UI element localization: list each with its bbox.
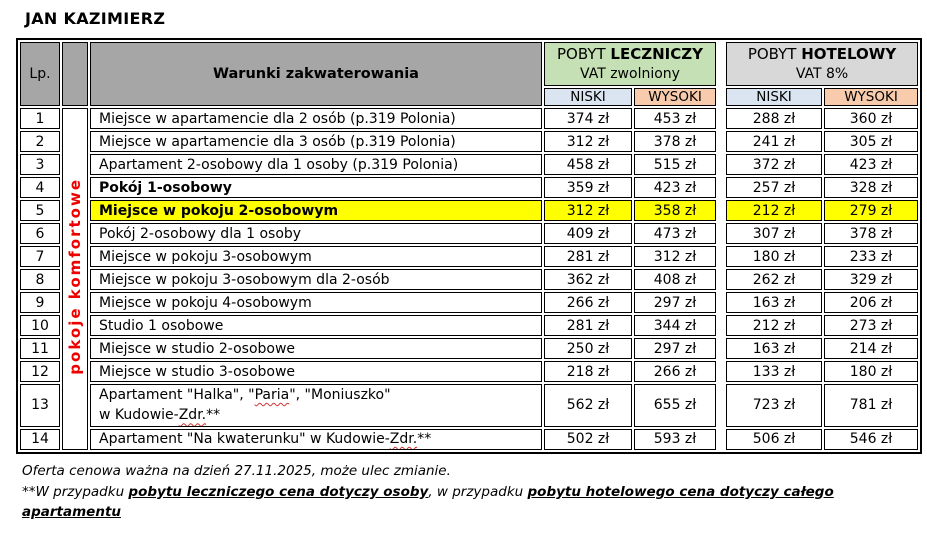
row-number: 4 [20,177,60,198]
price-cell: 262 zł [726,269,822,290]
header-niski-leczniczy: NISKI [544,88,632,106]
row-number: 1 [20,108,60,129]
table-row [20,315,918,336]
price-cell: 329 zł [824,269,918,290]
vat-zwolniony-label: VAT zwolniony [580,65,680,82]
price-cell: 378 zł [824,223,918,244]
row-number: 10 [20,315,60,336]
price-cell: 781 zł [824,384,918,427]
table-row [20,269,918,290]
price-cell: 180 zł [726,246,822,267]
table-row [20,108,918,129]
price-cell: 312 zł [544,200,632,221]
pobyt-leczniczy-title [547,44,713,64]
label-text: Apartament "Halka", " [99,387,255,403]
side-label: pokoje komfortowe [66,178,84,376]
row-number: 5 [20,200,60,221]
price-cell: 546 zł [824,429,918,450]
price-cell: 133 zł [726,361,822,382]
row-label [90,384,542,427]
price-cell: 266 zł [544,292,632,313]
price-cell: 473 zł [634,223,716,244]
footnote-bold-hotelowy: pobytu hotelowego cena dotyczy całego apartamentu [22,483,834,521]
price-cell: 723 zł [726,384,822,427]
row-number: 11 [20,338,60,359]
price-cell: 453 zł [634,108,716,129]
group-spacer [718,429,724,450]
table-row [20,131,918,152]
price-cell: 378 zł [634,131,716,152]
table-row-highlighted [20,200,918,221]
price-cell: 297 zł [634,292,716,313]
header-pobyt-leczniczy [544,42,716,86]
row-number: 3 [20,154,60,175]
table-row [20,177,918,198]
price-cell: 593 zł [634,429,716,450]
group-spacer [718,246,724,267]
group-spacer [718,154,724,175]
row-number: 14 [20,429,60,450]
row-label: Miejsce w pokoju 2-osobowym [90,200,542,221]
price-cell: 297 zł [634,338,716,359]
group-spacer [718,384,724,427]
price-cell: 423 zł [824,154,918,175]
header-niski-hotelowy: NISKI [726,88,822,106]
price-cell: 250 zł [544,338,632,359]
row-label: Miejsce w apartamencie dla 3 osób (p.319 Polonia) [90,131,542,152]
group-spacer [718,200,724,221]
header-side-column [62,42,88,106]
pobyt-prefix: POBYT [747,45,802,64]
price-cell: 305 zł [824,131,918,152]
price-cell: 218 zł [544,361,632,382]
footnote-bold-leczniczy: pobytu leczniczego cena dotyczy osoby [128,483,429,500]
price-cell: 180 zł [824,361,918,382]
row-label: Pokój 1-osobowy [90,177,542,198]
price-cell: 273 zł [824,315,918,336]
pobyt-prefix: POBYT [557,45,611,64]
price-cell: 288 zł [726,108,822,129]
price-cell: 502 zł [544,429,632,450]
row-number: 9 [20,292,60,313]
misspelled-word: Zdr. [389,431,418,448]
misspelled-word: Paria [254,387,290,403]
row-label: Miejsce w apartamencie dla 2 osób (p.319 Polonia) [90,108,542,129]
price-cell: 562 zł [544,384,632,427]
row-label-line2 [99,405,539,425]
price-cell: 374 zł [544,108,632,129]
price-cell: 233 zł [824,246,918,267]
price-cell: 281 zł [544,246,632,267]
price-cell: 241 zł [726,131,822,152]
header-wysoki-leczniczy: WYSOKI [634,88,716,106]
row-label: Miejsce w pokoju 3-osobowym [90,246,542,267]
price-cell: 409 zł [544,223,632,244]
pobyt-hotelowy-bold: HOTELOWY [801,45,897,64]
row-label: Miejsce w studio 3-osobowe [90,361,542,382]
label-text: ** [206,407,221,424]
table-row [20,338,918,359]
group-spacer [718,361,724,382]
header-row-groups [20,42,918,86]
table-row [20,154,918,175]
pobyt-hotelowy-title [729,44,915,64]
row-number: 12 [20,361,60,382]
table-row [20,429,918,450]
pobyt-leczniczy-bold: LECZNICZY [610,45,703,64]
row-label-line1 [99,385,539,405]
group-spacer [718,108,724,129]
price-cell: 163 zł [726,338,822,359]
price-cell: 408 zł [634,269,716,290]
page-title: JAN KAZIMIERZ [25,9,166,28]
label-text: ", "Moniuszko" [289,387,391,403]
price-cell: 358 zł [634,200,716,221]
misspelled-word: Zdr. [178,407,207,424]
price-cell: 423 zł [634,177,716,198]
price-cell: 655 zł [634,384,716,427]
row-number: 6 [20,223,60,244]
group-spacer [718,131,724,152]
price-cell: 344 zł [634,315,716,336]
price-cell: 206 zł [824,292,918,313]
group-spacer [718,223,724,244]
offer-validity-note: Oferta cenowa ważna na dzień 27.11.2025, może ulec zmianie. [22,462,451,479]
group-spacer [718,177,724,198]
label-text: ** [417,431,432,448]
group-spacer [718,338,724,359]
price-cell: 506 zł [726,429,822,450]
pricing-table [16,38,922,454]
vat-8-label: VAT 8% [795,65,849,82]
price-cell: 360 zł [824,108,918,129]
row-label: Miejsce w pokoju 4-osobowym [90,292,542,313]
row-label: Pokój 2-osobowy dla 1 osoby [90,223,542,244]
row-label [90,429,542,450]
header-conditions: Warunki zakwaterowania [90,42,542,106]
table-row [20,246,918,267]
table-row [20,292,918,313]
price-cell: 307 zł [726,223,822,244]
row-label: Apartament 2-osobowy dla 1 osoby (p.319 Polonia) [90,154,542,175]
group-spacer [718,315,724,336]
header-wysoki-hotelowy: WYSOKI [824,88,918,106]
price-cell: 328 zł [824,177,918,198]
row-number: 8 [20,269,60,290]
price-cell: 257 zł [726,177,822,198]
header-pobyt-hotelowy [726,42,918,86]
footnote-text: , w przypadku [428,483,528,500]
price-cell: 312 zł [634,246,716,267]
label-text: w Kudowie- [99,407,179,424]
table-row [20,223,918,244]
header-lp: Lp. [20,42,60,106]
price-cell: 359 zł [544,177,632,198]
price-cell: 458 zł [544,154,632,175]
footnote [22,482,914,524]
row-number: 7 [20,246,60,267]
price-cell: 163 zł [726,292,822,313]
price-cell: 362 zł [544,269,632,290]
row-number: 2 [20,131,60,152]
price-cell: 214 zł [824,338,918,359]
table-row [20,384,918,427]
row-number: 13 [20,384,60,427]
price-cell: 312 zł [544,131,632,152]
row-label: Studio 1 osobowe [90,315,542,336]
footnote-text: **W przypadku [22,483,129,500]
price-cell: 212 zł [726,200,822,221]
row-label: Miejsce w studio 2-osobowe [90,338,542,359]
side-label-cell [62,108,88,450]
price-cell: 266 zł [634,361,716,382]
price-cell: 212 zł [726,315,822,336]
row-label: Miejsce w pokoju 3-osobowym dla 2-osób [90,269,542,290]
price-cell: 279 zł [824,200,918,221]
notes [22,461,914,524]
price-cell: 281 zł [544,315,632,336]
price-cell: 515 zł [634,154,716,175]
price-cell: 372 zł [726,154,822,175]
group-spacer [718,292,724,313]
group-spacer [718,269,724,290]
group-spacer [718,42,724,106]
label-text: Apartament "Na kwaterunku" w Kudowie- [99,431,390,448]
table-row [20,361,918,382]
